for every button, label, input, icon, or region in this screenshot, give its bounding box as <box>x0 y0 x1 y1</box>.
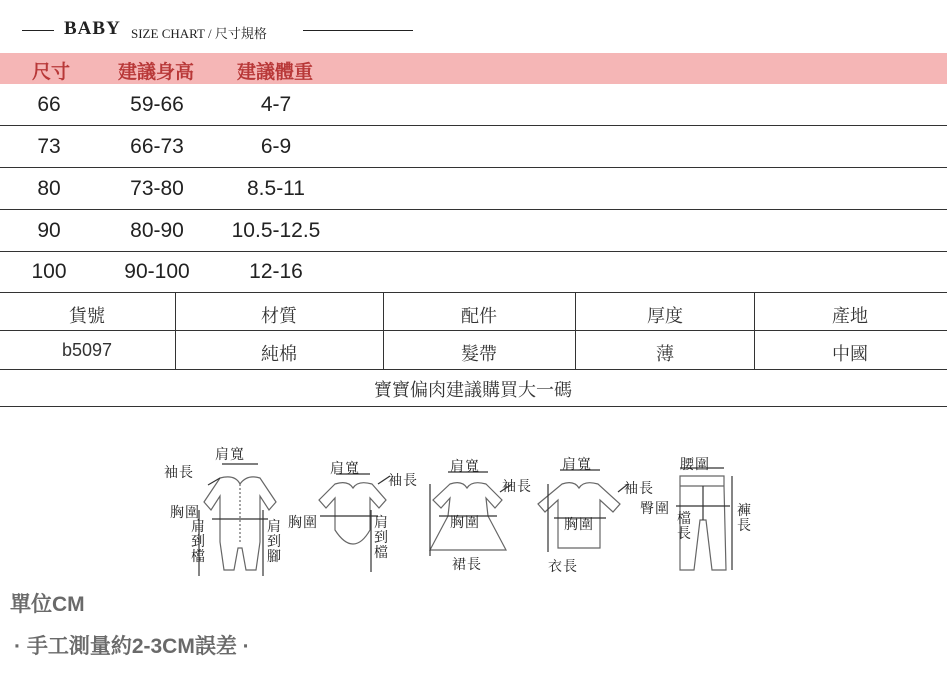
label-chest: 胸圍 <box>288 516 318 531</box>
label-pants-length: 褲長 <box>737 504 751 534</box>
measurement-note: · 手工測量約2-3CM誤差 · <box>14 635 250 658</box>
size-cell: 80 <box>37 177 61 200</box>
label-shoulder-to-crotch: 肩到檔 <box>191 520 205 565</box>
col-weight-header: 建議體重 <box>237 62 314 83</box>
label-sleeve-length: 袖長 <box>624 482 654 497</box>
table-row <box>0 84 947 126</box>
info-value-item-no: b5097 <box>61 340 113 360</box>
table-row <box>0 210 947 252</box>
subtitle-text: SIZE CHART / 尺寸規格 <box>131 26 267 41</box>
label-skirt-length: 裙長 <box>452 558 482 573</box>
label-shoulder-width: 肩寬 <box>450 460 480 475</box>
size-cell: 66 <box>37 93 61 116</box>
weight-cell: 10.5-12.5 <box>231 219 321 242</box>
size-cell: 90 <box>37 219 61 242</box>
size-advice-row <box>0 368 947 407</box>
col-size-header: 尺寸 <box>32 62 71 83</box>
info-value-material: 純棉 <box>261 344 297 364</box>
info-value-accessory: 髮帶 <box>461 344 497 364</box>
info-value-thickness: 薄 <box>656 344 674 364</box>
title-rule-right <box>303 30 413 31</box>
height-cell: 59-66 <box>130 93 184 116</box>
label-crotch-length: 檔長 <box>677 512 691 542</box>
weight-cell: 8.5-11 <box>247 177 305 200</box>
weight-cell: 4-7 <box>260 93 292 116</box>
size-cell: 100 <box>31 260 67 283</box>
brand-text: BABY <box>64 18 121 39</box>
height-cell: 73-80 <box>130 177 184 200</box>
size-table-header <box>0 53 947 84</box>
info-value-origin: 中國 <box>832 344 868 364</box>
product-info-table <box>0 292 947 370</box>
romper-outline <box>199 464 276 576</box>
weight-cell: 6-9 <box>260 135 292 158</box>
label-shoulder-width: 肩寬 <box>330 462 360 477</box>
label-shoulder-to-crotch: 肩到檔 <box>374 516 388 561</box>
info-header-material: 材質 <box>261 306 297 326</box>
table-row <box>0 251 947 293</box>
weight-cell: 12-16 <box>249 260 303 283</box>
col-height-header: 建議身高 <box>118 62 195 83</box>
height-cell: 66-73 <box>130 135 184 158</box>
title-rule-left <box>22 30 54 31</box>
info-header-item-no: 貨號 <box>69 306 105 326</box>
size-cell: 73 <box>37 135 61 158</box>
label-shoulder-width: 肩寬 <box>215 448 245 463</box>
label-waist: 腰圍 <box>680 458 710 473</box>
info-divider <box>0 330 947 331</box>
label-hip: 臀圍 <box>640 502 670 517</box>
height-cell: 90-100 <box>124 260 190 283</box>
unit-label: 單位CM <box>10 593 85 616</box>
label-sleeve-length: 袖長 <box>164 466 194 481</box>
label-shoulder-width: 肩寬 <box>562 458 592 473</box>
label-sleeve-length: 袖長 <box>388 474 418 489</box>
measurement-diagram <box>150 440 770 590</box>
label-chest: 胸圍 <box>450 516 480 531</box>
height-cell: 80-90 <box>130 219 184 242</box>
top-outline <box>538 470 628 552</box>
chart-title <box>0 18 947 42</box>
label-sleeve-length: 袖長 <box>502 480 532 495</box>
table-row <box>0 126 947 168</box>
info-header-accessory: 配件 <box>461 306 497 326</box>
label-garment-length: 衣長 <box>548 560 578 575</box>
table-row <box>0 168 947 210</box>
size-advice-text: 寶寶偏肉建議購買大一碼 <box>374 380 572 400</box>
label-chest: 胸圍 <box>564 518 594 533</box>
label-chest: 胸圍 <box>170 506 200 521</box>
info-header-thickness: 厚度 <box>647 306 683 326</box>
info-header-origin: 產地 <box>832 306 868 326</box>
label-shoulder-to-foot: 肩到腳 <box>267 520 281 565</box>
